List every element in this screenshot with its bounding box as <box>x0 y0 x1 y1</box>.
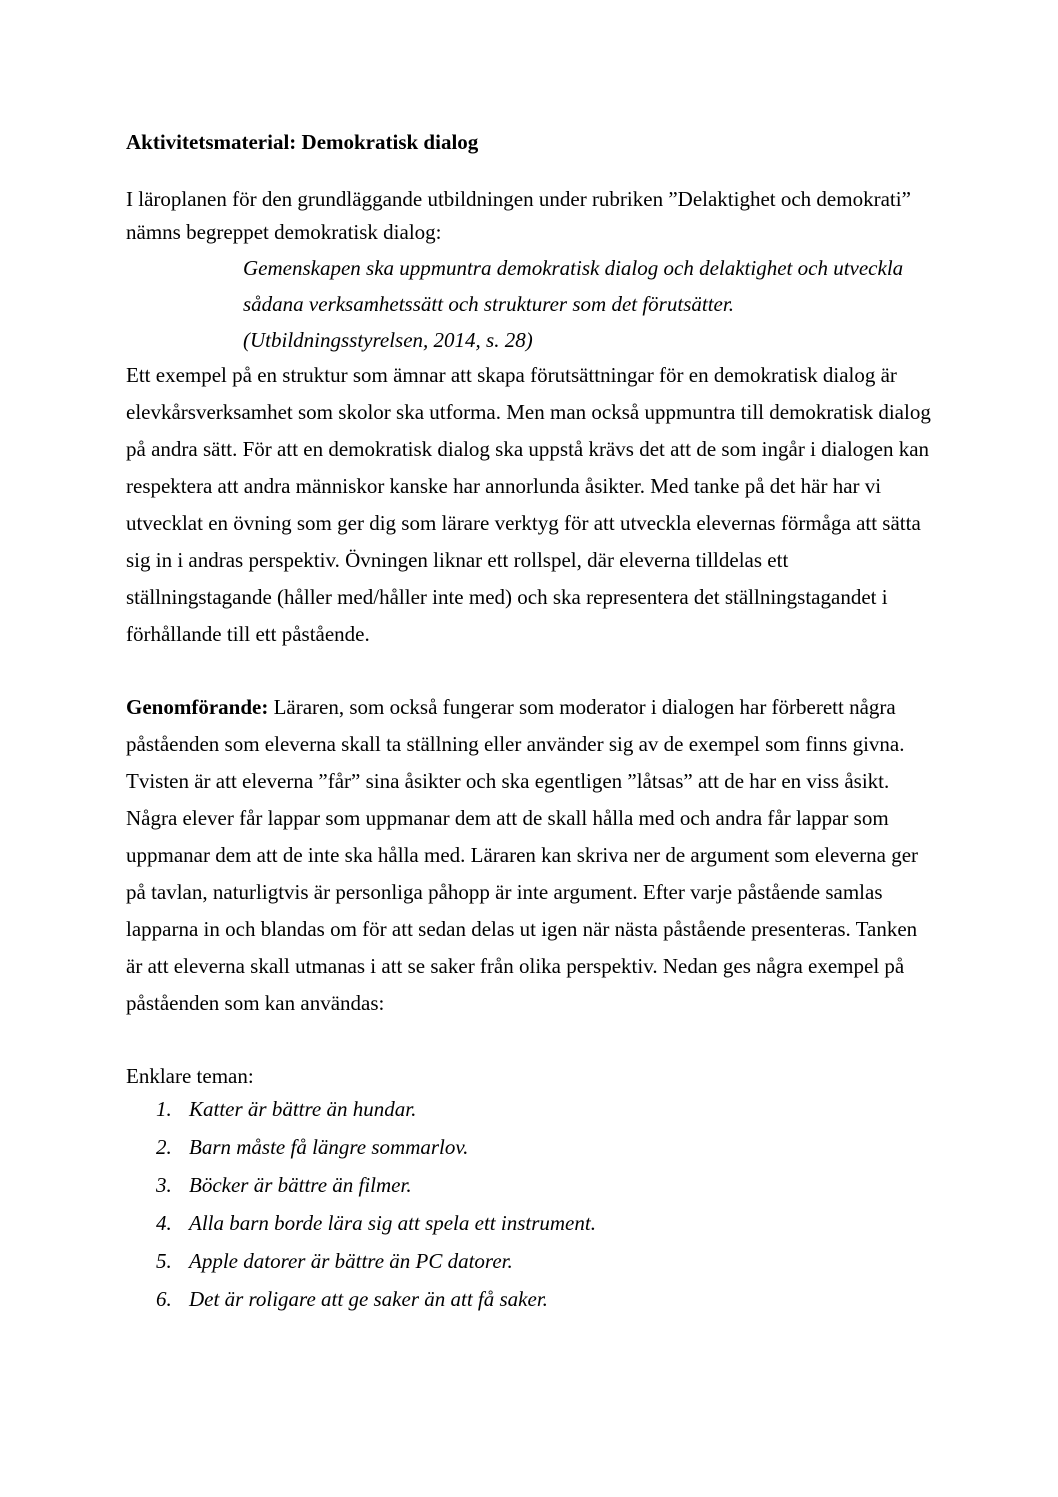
list-item <box>156 1210 596 1248</box>
list-item-number: 3. <box>156 1173 172 1197</box>
list-item-text: Katter är bättre än hundar. <box>189 1097 417 1121</box>
body-paragraph-1: Ett exempel på en struktur som ämnar att skapa förutsättningar för en demokratisk dialog är elevkårsverksamhet som skolor ska utforma. Men man också uppmuntra till demokratisk dialog på andra sätt. För att en demokratisk dialog ska uppstå krävs det att de som ingår i dialogen kan respektera att andra människor kanske har annorlunda åsikter. Med tanke på det här har vi utvecklat en övning som ger dig som lärare verktyg för att utveckla elevernas förmåga att sätta sig in i andras perspektiv. Övningen liknar ett rollspel, där eleverna tilldelas ett ställningstagande (håller med/håller inte med) och ska representera det ställningstagandet i förhållande till ett påstående. <box>126 363 931 646</box>
list-item-number: 6. <box>156 1287 172 1311</box>
list-item-number: 4. <box>156 1211 172 1235</box>
block-quote <box>243 250 943 358</box>
list-item-number: 2. <box>156 1135 172 1159</box>
intro-paragraph: I läroplanen för den grundläggande utbildningen under rubriken ”Delaktighet och demokrati” nämns begreppet demokratisk dialog: <box>126 187 911 244</box>
themes-list <box>156 1096 596 1324</box>
list-item <box>156 1248 596 1286</box>
document-title: Aktivitetsmaterial: Demokratisk dialog <box>126 130 479 154</box>
quote-citation: (Utbildningsstyrelsen, 2014, s. 28) <box>243 328 533 352</box>
list-item <box>156 1134 596 1172</box>
list-item-text: Barn måste få längre sommarlov. <box>189 1135 469 1159</box>
list-item-number: 1. <box>156 1097 172 1121</box>
list-item-text: Alla barn borde lära sig att spela ett instrument. <box>189 1211 596 1235</box>
list-item-number: 5. <box>156 1249 172 1273</box>
list-item-text: Det är roligare att ge saker än att få saker. <box>189 1287 548 1311</box>
list-item <box>156 1096 596 1134</box>
genomforande-label: Genomförande: <box>126 695 269 719</box>
themes-heading: Enklare teman: <box>126 1064 254 1088</box>
quote-line-2: sådana verksamhetssätt och strukturer som det förutsätter. <box>243 292 734 316</box>
list-item <box>156 1172 596 1210</box>
genomforande-text: Läraren, som också fungerar som moderator i dialogen har förberett några påståenden som eleverna skall ta ställning eller använder sig av de exempel som finns givna. Tvisten är att eleverna ”får” sina åsikter och ska egentligen ”låtsas” att de har en viss åsikt. Några elever får lappar som uppmanar dem att de skall hålla med och andra får lappar som uppmanar dem att de inte ska hålla med. Läraren kan skriva ner de argument som eleverna ger på tavlan, naturligtvis är personliga påhopp är inte argument. Efter varje påstående samlas lapparna in och blandas om för att sedan delas ut igen när nästa påstående presenteras. Tanken är att eleverna skall utmanas i att se saker från olika perspektiv. Nedan ges några exempel på påståenden som kan användas: <box>126 695 919 1015</box>
list-item <box>156 1286 596 1324</box>
list-item-text: Apple datorer är bättre än PC datorer. <box>189 1249 513 1273</box>
genomforande-paragraph <box>126 689 936 1022</box>
list-item-text: Böcker är bättre än filmer. <box>189 1173 412 1197</box>
quote-line-1: Gemenskapen ska uppmuntra demokratisk dialog och delaktighet och utveckla <box>243 256 904 280</box>
